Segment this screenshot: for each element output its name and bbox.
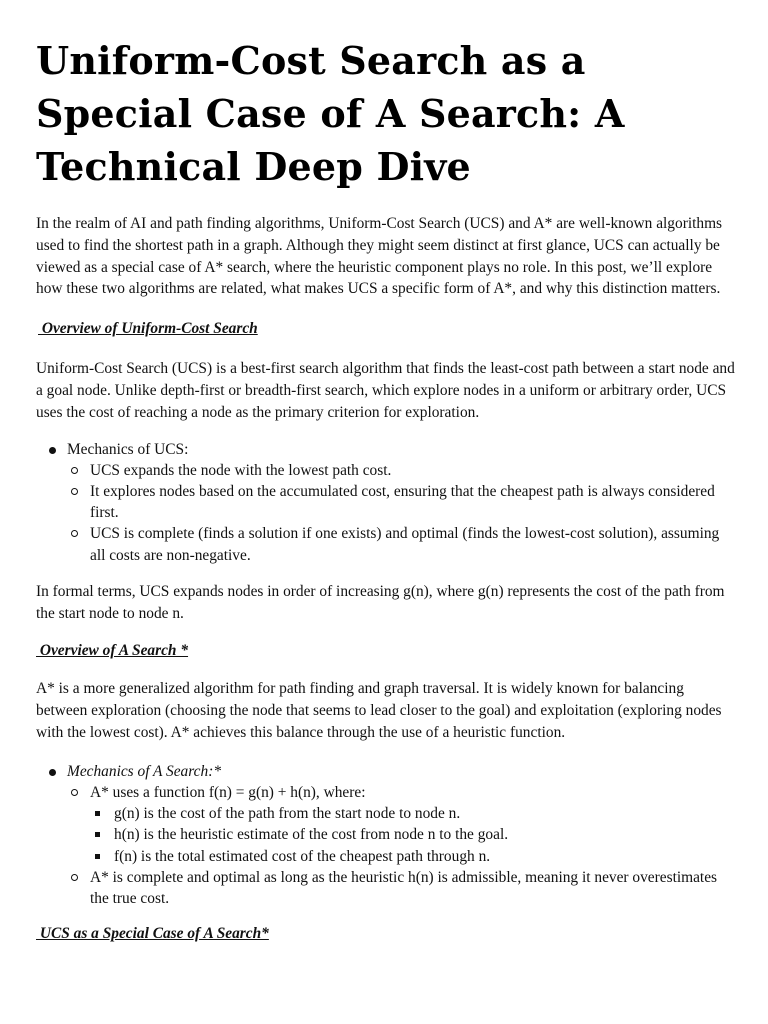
ucs-mechanics-label: Mechanics of UCS: xyxy=(67,440,189,458)
astar-overview-paragraph: A* is a more generalized algorithm for path finding and graph traversal. It is widely known for balancing between exploration (choosing the node that seems to lead closer to the goal) and exploitation (exploring nodes with the lowest cost). A* achieves this balance through the use of a heuristic function. xyxy=(36,680,722,741)
list-item: f(n) is the total estimated cost of the cheapest path through n. xyxy=(114,846,736,867)
section-heading-astar: Overview of A Search * xyxy=(36,642,189,660)
list-item: h(n) is the heuristic estimate of the cost from node n to the goal. xyxy=(114,824,736,845)
astar-mechanics-list xyxy=(36,761,736,909)
list-item: UCS expands the node with the lowest path cost. xyxy=(90,460,736,481)
article xyxy=(36,34,736,944)
astar-mechanics-label: Mechanics of A Search:* xyxy=(67,762,222,780)
ucs-formal-paragraph: In formal terms, UCS expands nodes in order of increasing g(n), where g(n) represents the cost of the path from the start node to node n. xyxy=(36,582,725,622)
astar-function-text: A* uses a function f(n) = g(n) + h(n), where: xyxy=(90,783,366,801)
list-item: UCS is complete (finds a solution if one exists) and optimal (finds the lowest-cost solution), assuming all costs are non-negative. xyxy=(90,523,736,565)
astar-function-terms xyxy=(90,803,736,867)
list-item xyxy=(90,782,736,867)
list-item xyxy=(67,439,736,566)
astar-mechanics-sublist xyxy=(67,782,736,909)
list-item: It explores nodes based on the accumulated cost, ensuring that the cheapest path is always considered first. xyxy=(90,481,736,523)
intro-paragraph: In the realm of AI and path finding algorithms, Uniform-Cost Search (UCS) and A* are well-known algorithms used to find the shortest path in a graph. Although they might seem distinct at first glance, UCS can actually be viewed as a special case of A* search, where the heuristic component plays no role. In this post, we’ll explore how these two algorithms are related, what makes UCS a specific form of A*, and why this distinction matters. xyxy=(36,215,723,298)
section-heading-ucs: Overview of Uniform-Cost Search xyxy=(38,320,258,338)
ucs-mechanics-sublist xyxy=(67,460,736,566)
ucs-mechanics-list xyxy=(36,439,736,566)
list-item xyxy=(67,761,736,909)
page-title: Uniform-Cost Search as a Special Case of A Search: A Technical Deep Dive xyxy=(36,38,625,189)
ucs-overview-paragraph: Uniform-Cost Search (UCS) is a best-first search algorithm that finds the least-cost path between a start node and a goal node. Unlike depth-first or breadth-first search, which explore nodes in a uniform or arbitrary order, UCS uses the cost of reaching a node as the primary criterion for exploration. xyxy=(36,360,735,421)
list-item: g(n) is the cost of the path from the start node to node n. xyxy=(114,803,736,824)
list-item: A* is complete and optimal as long as the heuristic h(n) is admissible, meaning it never overestimates the true cost. xyxy=(90,867,736,909)
section-heading-special-case: UCS as a Special Case of A Search* xyxy=(36,925,269,943)
